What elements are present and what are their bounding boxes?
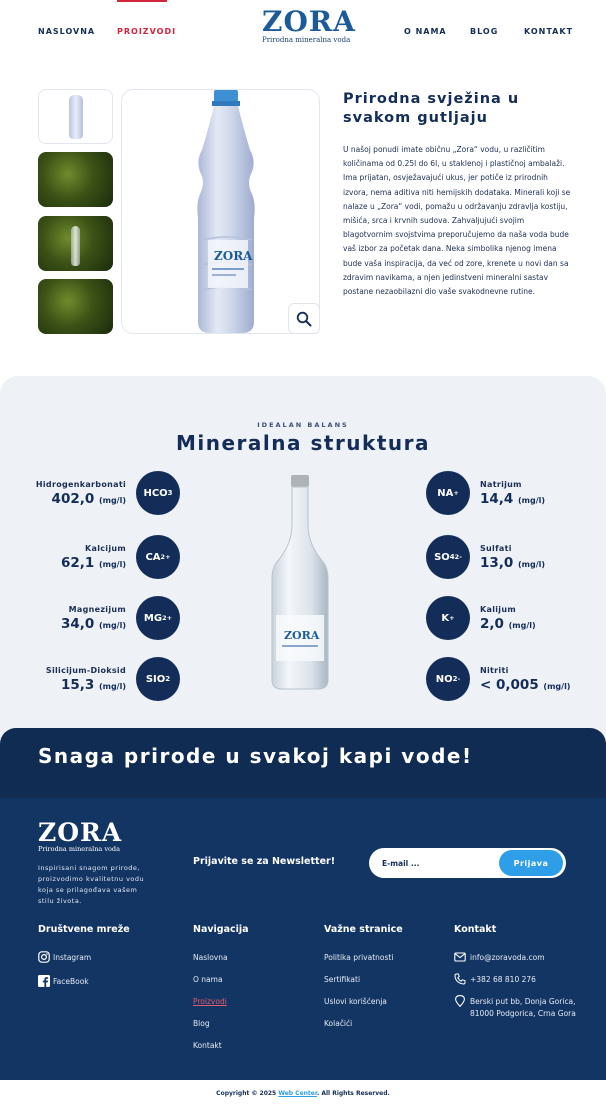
mineral-value-number: 62,1 (60, 555, 95, 571)
main-product-image (121, 89, 320, 334)
mineral-formula-superscript: 2- (454, 553, 462, 561)
mineral-formula: NA (437, 487, 454, 499)
footer-logo-wordmark: ZORA (38, 818, 123, 847)
thumbnail-leaves[interactable] (38, 152, 113, 207)
mineral-value-number: 2,0 (480, 616, 504, 632)
footer-logo-subtitle: Prirodna mineralna voda (38, 845, 120, 853)
footer-tagline: Inspirisani snagom prirode, proizvodimo kvalitetnu vodu koja se prilagođava vašem stilu života. (38, 864, 145, 905)
active-nav-indicator (117, 0, 167, 2)
mineral-formula-badge (136, 657, 180, 701)
mineral-value-number: 15,3 (60, 677, 95, 693)
mineral-name: Kalijum (480, 605, 516, 614)
svg-text:ZORA: ZORA (214, 249, 253, 263)
mineral-value (480, 491, 545, 507)
mineral-formula-superscript: 2+ (160, 553, 171, 561)
mineral-value-unit: (mg/l) (98, 560, 126, 569)
mineral-value-number: 14,4 (480, 491, 514, 507)
mineral-value (61, 677, 126, 693)
facebook-icon (38, 975, 50, 987)
mineral-formula-subscript: 2 (165, 675, 171, 683)
footer-link-blog[interactable]: Blog (193, 1019, 210, 1028)
zoom-button[interactable] (288, 303, 320, 334)
mineral-formula-badge (426, 471, 470, 515)
mineral-value (480, 616, 536, 632)
mineral-formula-superscript: + (449, 614, 455, 622)
footer-link-proizvodi[interactable]: Proizvodi (193, 997, 227, 1006)
mineral-formula: CA (145, 551, 161, 563)
mineral-value (480, 677, 570, 693)
footer-logo[interactable] (38, 820, 122, 853)
copyright-notice (0, 1090, 606, 1097)
footer-navigation-heading: Navigacija (193, 924, 249, 935)
mineral-formula: MG (143, 612, 163, 624)
thumbnail-glass-bottle[interactable] (38, 216, 113, 271)
mineral-value (480, 555, 545, 571)
mineral-formula-badge (136, 535, 180, 579)
mineral-formula-badge (426, 596, 470, 640)
glass-bottle-image (270, 475, 330, 690)
mineral-value-unit: (mg/l) (518, 560, 546, 569)
mineral-formula-badge (426, 535, 470, 579)
footer-link-terms[interactable]: Uslovi korišćenja (324, 997, 387, 1006)
footer-link-facebook[interactable]: FaceBook (53, 977, 89, 986)
mineral-value-unit: (mg/l) (518, 496, 546, 505)
site-logo[interactable] (262, 5, 356, 48)
nav-o-nama[interactable]: O NAMA (404, 27, 447, 36)
mineral-value-unit: (mg/l) (508, 621, 536, 630)
footer-contact-heading: Kontakt (454, 924, 497, 935)
nav-naslovna[interactable]: NASLOVNA (38, 27, 96, 36)
newsletter-submit-button[interactable]: Prijava (499, 850, 563, 876)
thumbnail-plastic-bottle[interactable] (38, 89, 113, 144)
copyright-link-web-center[interactable]: Web Center (278, 1090, 317, 1097)
mineral-formula-subscript: 3 (167, 489, 173, 497)
mineral-name: Silicijum-Dioksid (45, 666, 126, 675)
product-title: Prirodna svježina u svakom gutljaju (343, 91, 520, 126)
mineral-value-number: 13,0 (480, 555, 514, 571)
location-icon (454, 995, 466, 1007)
mineral-value-unit: (mg/l) (543, 682, 571, 691)
mineral-formula-superscript: - (457, 675, 461, 683)
newsletter-email-input[interactable] (382, 853, 492, 873)
thumbnail-leaves-2[interactable] (38, 279, 113, 334)
newsletter-label: Prijavite se za Newsletter! (193, 856, 336, 867)
product-description: U našoj ponudi imate običnu „Zora“ vodu, u različitim količinama od 0.25l do 6l, u staklenoj i plastičnoj ambalaži. Ima prijatan, osvježavajući ukus, jer potiče iz prirodnih izvora, nema aditiva niti hemijskih dodataka. Minerali koji se nalaze u „Zora“ vodi, pomažu u održavanju zdravlja kostiju, mišića, srca i krvnih sudova. Zahvaljujući svojim blagotvornim svojstvima preporučujemo da naša voda bude vaš izbor za početak dana. Neka simbolika njenog imena bude vaša inspiracija, da već od zore, krenete u novi dan sa zdravim navikama, a njen jedinstveni mineralni sastav postane nezaobilazni dio vaše svakodnevne rutine. (343, 145, 571, 297)
nav-blog[interactable]: BLOG (470, 27, 499, 36)
footer-link-cookies[interactable]: Kolačići (324, 1019, 353, 1028)
nav-kontakt[interactable]: KONTAKT (524, 27, 574, 36)
mineral-formula: K (441, 612, 450, 624)
mineral-formula-badge (426, 657, 470, 701)
footer-contact-address: Berski put bb, Donja Gorica, 81000 Podgorica, Crna Gora (470, 997, 576, 1018)
mineral-eyebrow: IDEALAN BALANS (257, 421, 349, 429)
mineral-value-unit: (mg/l) (98, 682, 126, 691)
mineral-value-number: 402,0 (51, 491, 95, 507)
mineral-title: Mineralna struktura (176, 431, 430, 455)
mineral-formula-badge (136, 596, 180, 640)
instagram-icon (38, 951, 50, 963)
mineral-name: Nitriti (480, 666, 509, 675)
footer-contact-email[interactable]: info@zoravoda.com (470, 953, 545, 962)
mineral-value-number: < 0,005 (480, 677, 539, 693)
mineral-name: Natrijum (480, 480, 522, 489)
mineral-name: Magnezijum (68, 605, 126, 614)
copyright-suffix: . All Rights Reserved. (316, 1090, 390, 1097)
site-header (0, 0, 606, 70)
footer-link-instagram[interactable]: Instagram (53, 953, 92, 962)
copyright-text: Copyright © 2025 (216, 1090, 277, 1097)
mineral-formula-subscript: 2 (452, 675, 458, 683)
mineral-value (61, 555, 126, 571)
logo-subtitle: Prirodna mineralna voda (262, 36, 351, 44)
footer-important-heading: Važne stranice (324, 924, 403, 935)
mineral-name: Sulfati (480, 544, 512, 553)
mineral-value-unit: (mg/l) (98, 621, 126, 630)
mineral-formula: NO (435, 673, 453, 685)
footer-link-privacy[interactable]: Politika privatnosti (324, 953, 394, 962)
footer-contact-phone[interactable]: +382 68 810 276 (470, 975, 536, 984)
mineral-formula: HCO (143, 487, 168, 499)
mineral-formula-badge (136, 471, 180, 515)
mineral-formula: SIO (145, 673, 166, 685)
banner-slogan: Snaga prirode u svakoj kapi vode! (38, 744, 473, 768)
logo-wordmark: ZORA (262, 5, 356, 38)
footer-link-kontakt[interactable]: Kontakt (193, 1041, 222, 1050)
footer-link-o-nama[interactable]: O nama (193, 975, 223, 984)
plastic-bottle-image (122, 90, 320, 334)
mineral-name: Kalcijum (85, 544, 126, 553)
phone-icon (454, 973, 466, 985)
bottle-image (69, 95, 83, 139)
mineral-formula-superscript: + (453, 489, 459, 497)
mineral-formula-superscript: 2+ (162, 614, 173, 622)
mineral-name: Hidrogenkarbonati (35, 480, 126, 489)
mineral-formula: SO (434, 551, 450, 563)
footer-link-naslovna[interactable]: Naslovna (193, 953, 228, 962)
mineral-value-number: 34,0 (60, 616, 95, 632)
email-icon (454, 951, 466, 963)
footer-social-heading: Društvene mreže (38, 924, 130, 935)
mineral-formula-subscript: 4 (449, 553, 455, 561)
bottle-image (71, 226, 80, 266)
svg-text:ZORA: ZORA (284, 629, 320, 642)
search-icon (296, 311, 312, 327)
mineral-value (52, 491, 126, 507)
nav-proizvodi[interactable]: PROIZVODI (117, 27, 177, 36)
footer-link-certificates[interactable]: Sertifikati (324, 975, 361, 984)
mineral-value-unit: (mg/l) (98, 496, 126, 505)
mineral-value (61, 616, 126, 632)
